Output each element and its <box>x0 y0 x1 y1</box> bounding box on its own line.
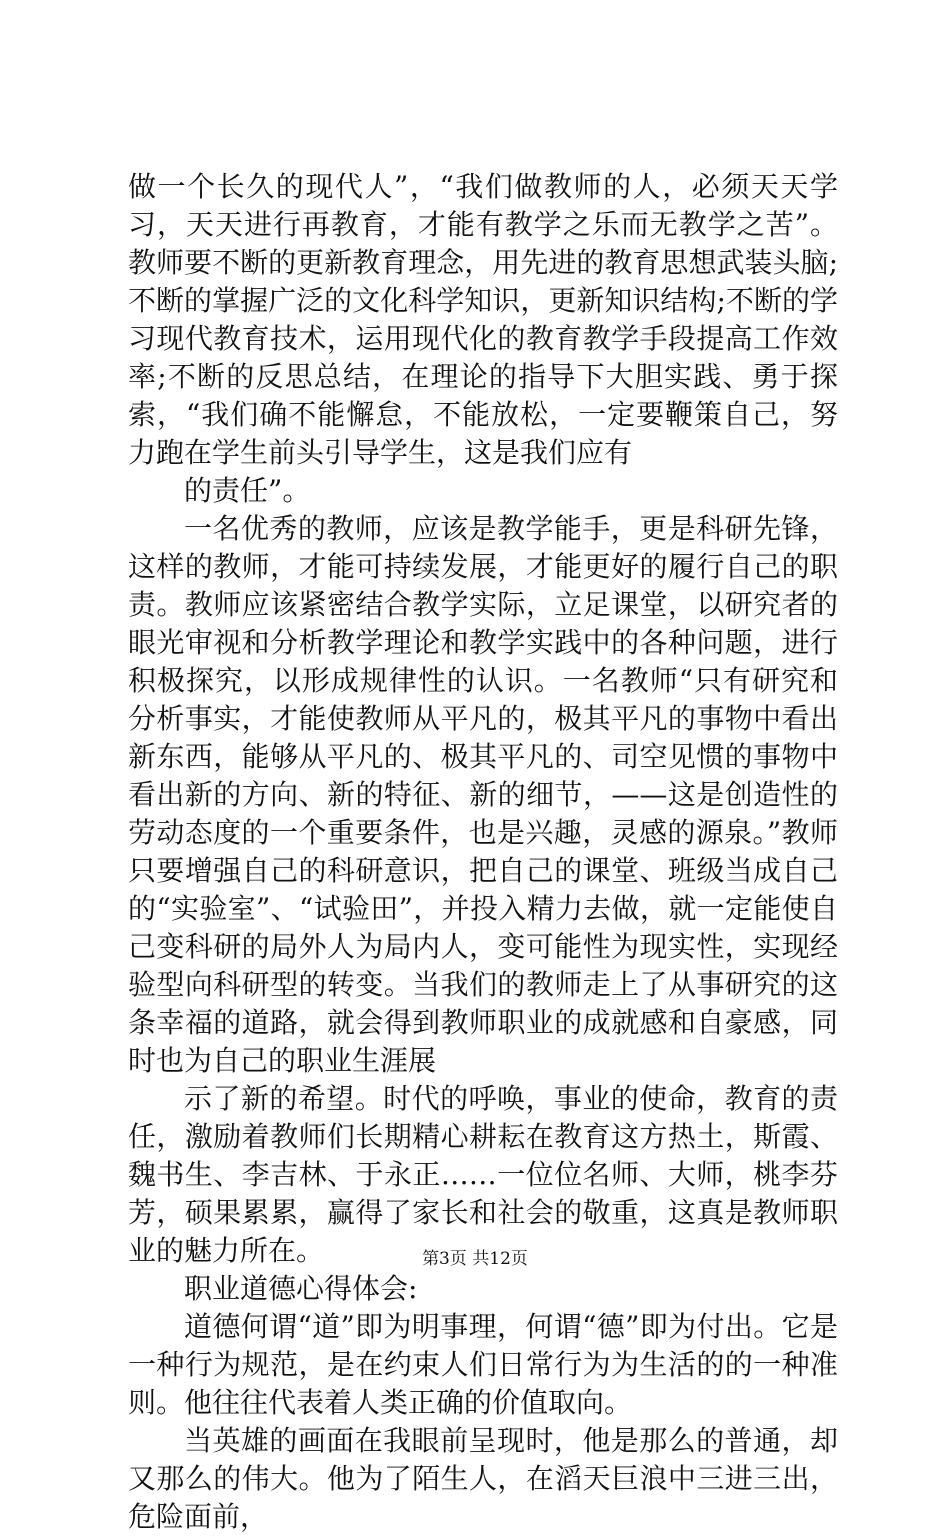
paragraph-2: 的责任”。 <box>184 474 311 507</box>
paragraph-5: 道德何谓“道”即为明事理，何谓“德”即为付出。它是一种行为规范，是在约束人们日常行为为生活的的一种准则。他往往代表着人类正确的价值取向。 <box>128 1310 838 1419</box>
section-heading: 职业道德心得体会: <box>184 1272 418 1305</box>
paragraph-1: 做一个长久的现代人”，“我们做教师的人，必须天天学习，天天进行再教育，才能有教学之乐而无教学之苦”。教师要不断的更新教育理念，用先进的教育思想武装头脑;不断的掌握广泛的文化科学知识，更新知识结构;不断的学习现代教育技术，运用现代化的教育教学手段提高工作效率;不断的反思总结，在理论的指导下大胆实践、勇于探索，“我们确不能懈怠，不能放松，一定要鞭策自己，努力跑在学生前头引导学生，这是我们应有 <box>128 170 838 469</box>
document-body <box>128 168 838 1536</box>
paragraph-6: 当英雄的画面在我眼前呈现时，他是那么的普通，却又那么的伟大。他为了陌生人，在滔天巨浪中三进三出，危险面前， <box>128 1424 838 1533</box>
paragraph-3: 一名优秀的教师，应该是教学能手，更是科研先锋，这样的教师，才能可持续发展，才能更好的履行自己的职责。教师应该紧密结合教学实际，立足课堂，以研究者的眼光审视和分析教学理论和教学实践中的各种问题，进行积极探究，以形成规律性的认识。一名教师“只有研究和分析事实，才能使教师从平凡的，极其平凡的事物中看出新东西，能够从平凡的、极其平凡的、司空见惯的事物中看出新的方向、新的特征、新的细节，——这是创造性的劳动态度的一个重要条件，也是兴趣，灵感的源泉。”教师只要增强自己的科研意识，把自己的课堂、班级当成自己的“实验室”、“试验田”，并投入精力去做，就一定能使自己变科研的局外人为局内人，变可能性为现实性，实现经验型向科研型的转变。当我们的教师走上了从事研究的这条幸福的道路，就会得到教师职业的成就感和自豪感，同时也为自己的职业生涯展 <box>128 512 838 1077</box>
page-number-footer: 第3页 共12页 <box>422 1249 528 1269</box>
paragraph-4: 示了新的希望。时代的呼唤，事业的使命，教育的责任，激励着教师们长期精心耕耘在教育这方热土，斯霞、魏书生、李吉林、于永正……一位位名师、大师，桃李芬芳，硕果累累，赢得了家长和社会的敬重，这真是教师职业的魅力所在。 <box>128 1082 838 1267</box>
